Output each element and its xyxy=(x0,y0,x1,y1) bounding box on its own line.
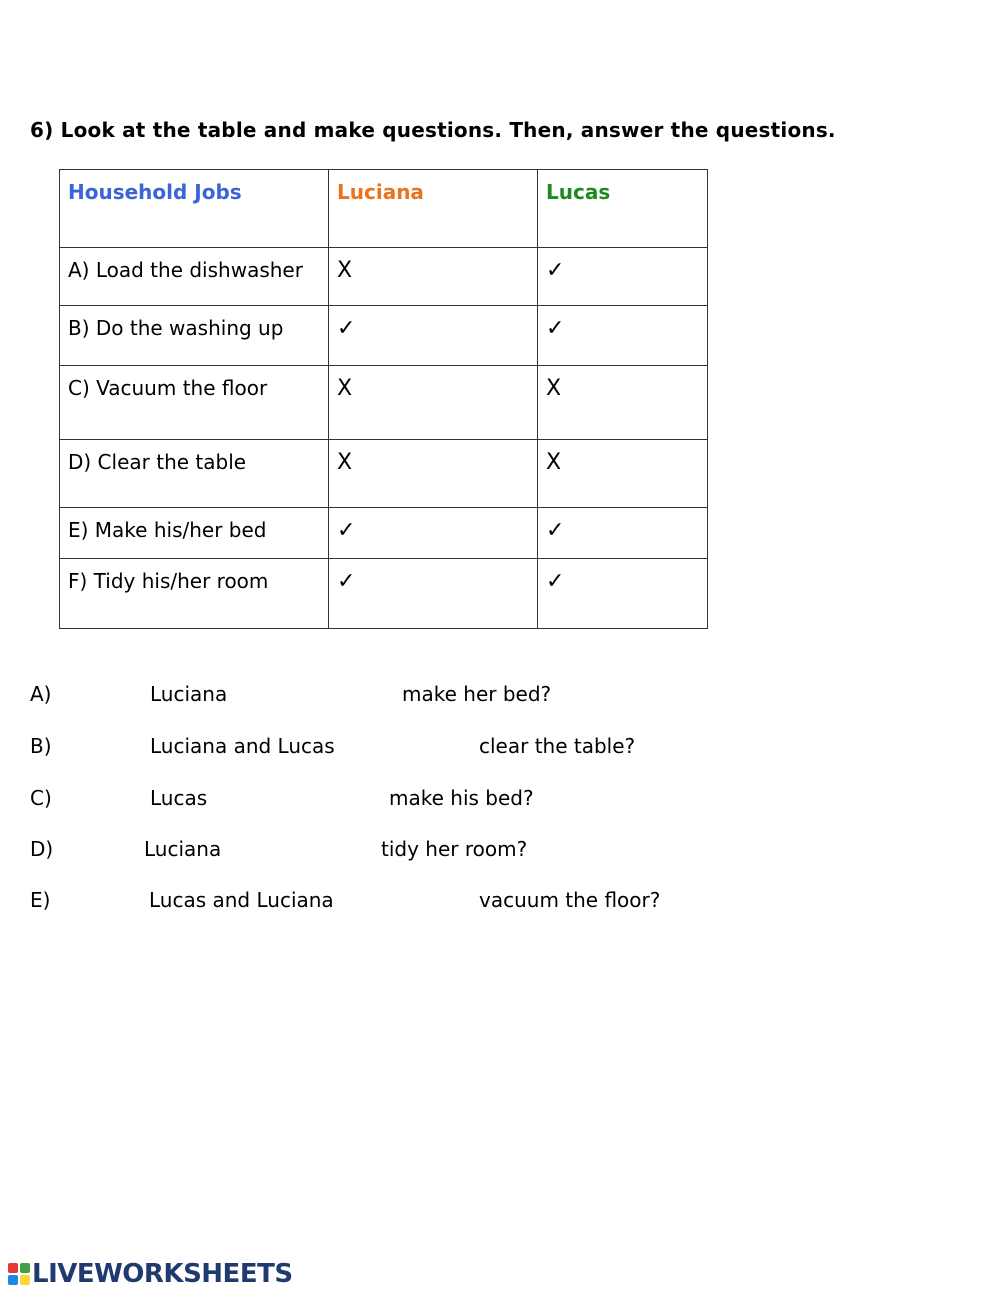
question-d-letter: D) xyxy=(30,837,54,861)
luciana-mark: ✓ xyxy=(329,306,538,366)
table-header-row xyxy=(60,170,708,248)
liveworksheets-logo-text: LIVEWORKSHEETS xyxy=(32,1259,293,1289)
job-cell: A) Load the dishwasher xyxy=(60,248,329,306)
question-d-subject: Luciana xyxy=(144,837,222,861)
liveworksheets-logo[interactable] xyxy=(8,1259,293,1289)
luciana-mark: ✓ xyxy=(329,508,538,559)
household-jobs-table xyxy=(59,169,708,629)
lucas-mark: ✓ xyxy=(538,306,708,366)
job-cell: D) Clear the table xyxy=(60,440,329,508)
instruction-text: 6) Look at the table and make questions. Then, answer the questions. xyxy=(30,118,836,142)
question-a-subject: Luciana xyxy=(150,682,228,706)
question-b-letter: B) xyxy=(30,734,52,758)
table-row xyxy=(60,366,708,440)
question-b-rest: clear the table? xyxy=(479,734,636,758)
table-row xyxy=(60,248,708,306)
table-row xyxy=(60,440,708,508)
question-e-rest: vacuum the floor? xyxy=(479,888,661,912)
table-row xyxy=(60,559,708,629)
question-a-rest: make her bed? xyxy=(402,682,552,706)
luciana-mark: X xyxy=(329,248,538,306)
header-luciana: Luciana xyxy=(329,170,538,248)
job-cell: C) Vacuum the floor xyxy=(60,366,329,440)
job-cell: B) Do the washing up xyxy=(60,306,329,366)
question-c-subject: Lucas xyxy=(150,786,208,810)
liveworksheets-logo-icon xyxy=(8,1263,30,1285)
job-cell: E) Make his/her bed xyxy=(60,508,329,559)
header-lucas: Lucas xyxy=(538,170,708,248)
question-e-letter: E) xyxy=(30,888,51,912)
lucas-mark: ✓ xyxy=(538,559,708,629)
question-d-rest: tidy her room? xyxy=(381,837,528,861)
lucas-mark: X xyxy=(538,366,708,440)
luciana-mark: X xyxy=(329,366,538,440)
lucas-mark: X xyxy=(538,440,708,508)
question-b-subject: Luciana and Lucas xyxy=(150,734,335,758)
luciana-mark: X xyxy=(329,440,538,508)
lucas-mark: ✓ xyxy=(538,508,708,559)
lucas-mark: ✓ xyxy=(538,248,708,306)
header-household-jobs: Household Jobs xyxy=(60,170,329,248)
table-row xyxy=(60,306,708,366)
question-e-subject: Lucas and Luciana xyxy=(149,888,334,912)
job-cell: F) Tidy his/her room xyxy=(60,559,329,629)
table-row xyxy=(60,508,708,559)
luciana-mark: ✓ xyxy=(329,559,538,629)
question-a-letter: A) xyxy=(30,682,52,706)
question-c-letter: C) xyxy=(30,786,52,810)
question-c-rest: make his bed? xyxy=(389,786,534,810)
